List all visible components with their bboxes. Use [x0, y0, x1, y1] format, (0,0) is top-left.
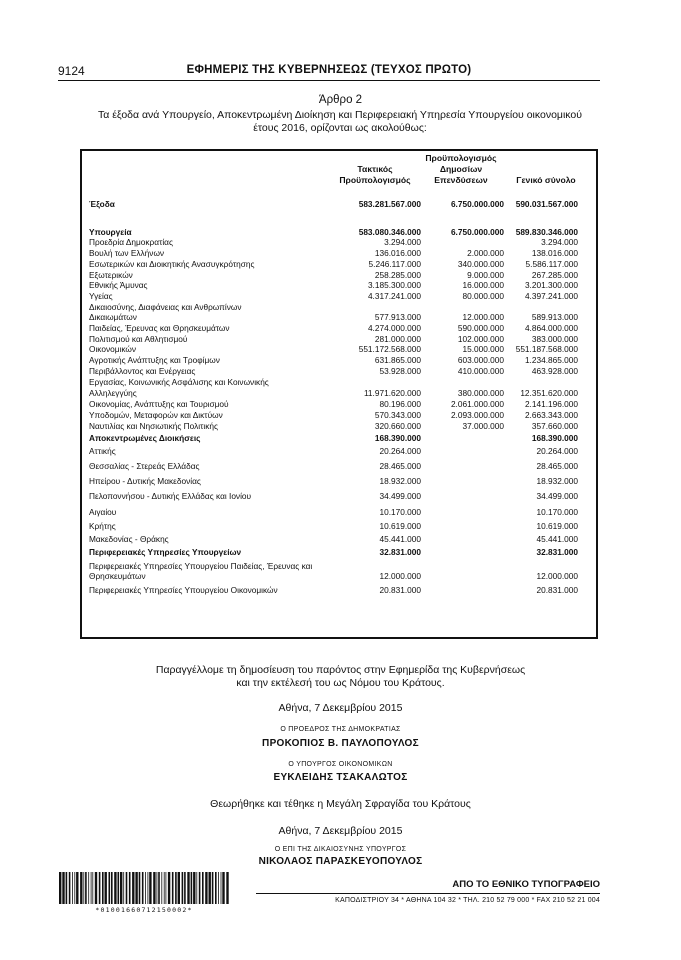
row-label: Εσωτερικών και Διοικητικής Ανασυγκρότησης — [89, 259, 255, 269]
total-cell: 383.000.000 — [531, 334, 578, 344]
barcode-bar — [83, 872, 84, 904]
investment-budget-cell: 603.000.000 — [457, 355, 504, 365]
regular-budget-cell: 4.274.000.000 — [367, 323, 421, 333]
total-cell: 3.294.000 — [541, 237, 578, 247]
barcode-bar — [123, 872, 124, 904]
barcode-bar — [99, 872, 101, 904]
total-cell: 18.932.000 — [536, 476, 578, 486]
barcode-bar — [139, 872, 141, 904]
total-cell: 12.351.620.000 — [520, 388, 578, 398]
row-label: Αποκεντρωμένες Διοικήσεις — [89, 433, 201, 443]
barcode-bar — [102, 872, 104, 904]
row-label: Οικονομίας, Ανάπτυξης και Τουρισμού — [89, 399, 229, 409]
barcode-bar — [88, 872, 89, 904]
barcode-bar — [148, 872, 149, 904]
col-header-line: Προϋπολογισμός — [339, 175, 411, 185]
regular-budget-cell: 583.080.346.000 — [358, 227, 421, 237]
regular-budget-cell: 45.441.000 — [379, 534, 421, 544]
row-label: Κρήτης — [89, 521, 116, 531]
investment-budget-cell: 80.000.000 — [462, 291, 504, 301]
barcode-bar — [109, 872, 111, 904]
investment-budget-cell: 380.000.000 — [457, 388, 504, 398]
regular-budget-cell: 281.000.000 — [374, 334, 421, 344]
row-label: Πολιτισμού και Αθλητισμού — [89, 334, 188, 344]
regular-budget-cell: 18.932.000 — [379, 476, 421, 486]
total-cell: 34.499.000 — [536, 491, 578, 501]
row-label: Περιφερειακές Υπηρεσίες Υπουργείου Οικονομικών — [89, 585, 278, 595]
total-cell: 589.830.346.000 — [515, 227, 578, 237]
col-header-regular-budget — [335, 164, 415, 186]
barcode-bar — [80, 872, 82, 904]
col-header-line: Δημοσίων — [439, 164, 483, 174]
barcode-bar — [175, 872, 177, 904]
row-label: Αγροτικής Ανάπτυξης και Τροφίμων — [89, 355, 220, 365]
investment-budget-cell: 37.000.000 — [462, 421, 504, 431]
minister-name: ΕΥΚΛΕΙΔΗΣ ΤΣΑΚΑΛΩΤΟΣ — [273, 772, 408, 783]
barcode-bar — [161, 872, 162, 904]
regular-budget-cell: 80.196.000 — [379, 399, 421, 409]
minister-title: Ο ΥΠΟΥΡΓΟΣ ΟΙΚΟΝΟΜΙΚΩΝ — [288, 761, 393, 768]
regular-budget-cell: 4.317.241.000 — [367, 291, 421, 301]
barcode-bar — [187, 872, 189, 904]
row-label: Περιφερειακές Υπηρεσίες Υπουργείου Παιδείας, Έρευνας και — [89, 561, 313, 571]
row-label: Ηπείρου - Δυτικής Μακεδονίας — [89, 476, 201, 486]
barcode-graphic — [58, 872, 230, 904]
row-label: Έξοδα — [89, 199, 115, 209]
barcode-bar — [85, 872, 87, 904]
investment-budget-cell: 15.000.000 — [462, 344, 504, 354]
barcode-bar — [193, 872, 195, 904]
total-cell: 267.285.000 — [531, 270, 578, 280]
col-header-public-investment — [420, 153, 502, 186]
barcode-bar — [209, 872, 211, 904]
row-label: Υγείας — [89, 291, 113, 301]
barcode-bar — [126, 872, 128, 904]
closing-line: Παραγγέλλομε τη δημοσίευση του παρόντος στην Εφημερίδα της Κυβερνήσεως — [155, 664, 526, 676]
row-label: Παιδείας, Έρευνας και Θρησκευμάτων — [89, 323, 230, 333]
regular-budget-cell: 570.343.000 — [374, 410, 421, 420]
barcode-bar — [178, 872, 180, 904]
barcode-bar — [132, 872, 134, 904]
barcode-bar — [158, 872, 160, 904]
total-cell: 5.586.117.000 — [525, 259, 578, 269]
total-cell: 551.187.568.000 — [515, 344, 578, 354]
investment-budget-cell: 340.000.000 — [457, 259, 504, 269]
total-cell: 590.031.567.000 — [515, 199, 578, 209]
row-label: Δικαιωμάτων — [89, 312, 137, 322]
barcode-bar — [135, 872, 137, 904]
total-cell: 589.913.000 — [531, 312, 578, 322]
total-cell: 168.390.000 — [531, 433, 578, 443]
barcode-bar — [222, 872, 224, 904]
total-cell: 4.864.000.000 — [524, 323, 578, 333]
col-header-grand-total: Γενικό σύνολο — [516, 175, 576, 185]
barcode-bar — [91, 872, 92, 904]
barcode-bar — [149, 872, 151, 904]
row-label: Εξωτερικών — [89, 270, 133, 280]
regular-budget-cell: 631.865.000 — [374, 355, 421, 365]
total-cell: 1.234.865.000 — [524, 355, 578, 365]
investment-budget-cell: 2.093.000.000 — [450, 410, 504, 420]
row-label: Αιγαίου — [89, 507, 117, 517]
intro-line-1: Τα έξοδα ανά Υπουργείο, Αποκεντρωμένη Διοίκηση και Περιφερειακή Υπηρεσία Υπουργείου οικονομικού — [97, 109, 583, 121]
row-label: Περιβάλλοντος και Ενέργειας — [89, 366, 196, 376]
date-line-2: Αθήνα, 7 Δεκεμβρίου 2015 — [278, 825, 403, 837]
total-cell: 3.201.300.000 — [524, 280, 578, 290]
barcode-bar — [69, 872, 71, 904]
row-label: Οικονομικών — [89, 344, 137, 354]
row-label: Πελοποννήσου - Δυτικής Ελλάδας και Ιονίου — [89, 491, 252, 501]
barcode-bar — [202, 872, 204, 904]
row-label: Θρησκευμάτων — [89, 571, 146, 581]
total-cell: 463.928.000 — [531, 366, 578, 376]
row-label: Αττικής — [89, 446, 116, 456]
col-header-line: Προϋπολογισμός — [425, 153, 497, 163]
regular-budget-cell: 53.928.000 — [379, 366, 421, 376]
total-cell: 20.831.000 — [536, 585, 578, 595]
barcode-bar — [76, 872, 78, 904]
row-label: Θεσσαλίας - Στερεάς Ελλάδας — [89, 461, 200, 471]
barcode-bar — [184, 872, 186, 904]
regular-budget-cell: 551.172.568.000 — [358, 344, 421, 354]
regular-budget-cell: 10.170.000 — [379, 507, 421, 517]
barcode-bar — [142, 872, 144, 904]
closing-statement — [0, 664, 681, 690]
printer-address: ΚΑΠΟΔΙΣΤΡΙΟΥ 34 * ΑΘΗΝΑ 104 32 * ΤΗΛ. 210 52 79 000 * FAX 210 52 21 004 — [335, 897, 600, 904]
regular-budget-cell: 168.390.000 — [374, 433, 421, 443]
row-label: Δικαιοσύνης, Διαφάνειας και Ανθρωπίνων — [89, 302, 242, 312]
barcode-bar — [120, 872, 122, 904]
page-header — [58, 62, 600, 81]
total-cell: 357.660.000 — [531, 421, 578, 431]
date-line-1: Αθήνα, 7 Δεκεμβρίου 2015 — [278, 702, 403, 714]
investment-budget-cell: 102.000.000 — [457, 334, 504, 344]
barcode-bar — [205, 872, 207, 904]
row-label: Προεδρία Δημοκρατίας — [89, 237, 173, 247]
regular-budget-cell: 5.246.117.000 — [368, 259, 421, 269]
total-cell: 10.619.000 — [536, 521, 578, 531]
barcode-bar — [59, 872, 61, 904]
investment-budget-cell: 16.000.000 — [462, 280, 504, 290]
justice-minister-name: ΝΙΚΟΛΑΟΣ ΠΑΡΑΣΚΕΥΟΠΟΥΛΟΣ — [258, 856, 423, 867]
barcode-bar — [199, 872, 201, 904]
row-label: Ναυτιλίας και Νησιωτικής Πολιτικής — [89, 421, 218, 431]
total-cell: 20.264.000 — [536, 446, 578, 456]
total-cell: 2.663.343.000 — [524, 410, 578, 420]
investment-budget-cell: 6.750.000.000 — [450, 199, 504, 209]
article-intro — [70, 109, 610, 135]
barcode-bar — [196, 872, 197, 904]
barcode-number: *01001660712150002* — [95, 906, 193, 914]
barcode-bar — [164, 872, 165, 904]
investment-budget-cell: 12.000.000 — [462, 312, 504, 322]
total-cell: 10.170.000 — [536, 507, 578, 517]
row-label: Αλληλεγγύης — [89, 388, 137, 398]
barcode-bar — [74, 872, 75, 904]
investment-budget-cell: 2.061.000.000 — [450, 399, 504, 409]
regular-budget-cell: 20.831.000 — [379, 585, 421, 595]
regular-budget-cell: 20.264.000 — [379, 446, 421, 456]
closing-line: και την εκτέλεσή του ως Νόμου του Κράτους. — [236, 677, 445, 689]
barcode-bar — [72, 872, 73, 904]
barcode-bar — [226, 872, 228, 904]
justice-minister-title: Ο ΕΠΙ ΤΗΣ ΔΙΚΑΙΟΣΥΝΗΣ ΥΠΟΥΡΓΟΣ — [274, 846, 407, 853]
gazette-title: ΕΦΗΜΕΡΙΣ ΤΗΣ ΚΥΒΕΡΝΗΣΕΩΣ (ΤΕΥΧΟΣ ΠΡΩΤΟ) — [186, 64, 472, 76]
expenses-table — [80, 149, 598, 639]
regular-budget-cell: 12.000.000 — [379, 571, 421, 581]
investment-budget-cell: 410.000.000 — [457, 366, 504, 376]
regular-budget-cell: 11.971.620.000 — [363, 388, 421, 398]
row-label: Μακεδονίας - Θράκης — [89, 534, 169, 544]
barcode-bar — [221, 872, 222, 904]
total-cell: 32.831.000 — [536, 547, 578, 557]
investment-budget-cell: 2.000.000 — [467, 248, 504, 258]
barcode-bar — [129, 872, 131, 904]
total-cell: 28.465.000 — [536, 461, 578, 471]
investment-budget-cell: 9.000.000 — [467, 270, 504, 280]
row-label: Βουλή των Ελλήνων — [89, 248, 165, 258]
barcode-bar — [118, 872, 120, 904]
barcode-bar — [66, 872, 68, 904]
total-cell: 2.141.196.000 — [524, 399, 578, 409]
barcode-bar — [182, 872, 184, 904]
col-header-line: Τακτικός — [357, 164, 393, 174]
regular-budget-cell: 583.281.567.000 — [358, 199, 421, 209]
regular-budget-cell: 3.294.000 — [384, 237, 421, 247]
total-cell: 12.000.000 — [536, 571, 578, 581]
total-cell: 138.016.000 — [531, 248, 578, 258]
barcode-bar — [92, 872, 93, 904]
regular-budget-cell: 3.185.300.000 — [367, 280, 421, 290]
barcode-bar — [105, 872, 107, 904]
regular-budget-cell: 577.913.000 — [374, 312, 421, 322]
barcode-bar — [153, 872, 155, 904]
intro-line-2: έτους 2016, ορίζονται ως ακολούθως: — [253, 122, 427, 134]
page-number: 9124 — [58, 64, 85, 78]
barcode-bar — [172, 872, 174, 904]
col-header-line: Επενδύσεων — [434, 175, 488, 185]
barcode-bar — [157, 872, 158, 904]
row-label: Υπουργεία — [89, 227, 132, 237]
investment-budget-cell: 590.000.000 — [457, 323, 504, 333]
barcode-bar — [114, 872, 116, 904]
total-cell: 45.441.000 — [536, 534, 578, 544]
regular-budget-cell: 28.465.000 — [379, 461, 421, 471]
barcode-bar — [168, 872, 170, 904]
regular-budget-cell: 34.499.000 — [379, 491, 421, 501]
barcode-bar — [111, 872, 113, 904]
article-heading: Άρθρο 2 — [318, 94, 363, 106]
regular-budget-cell: 10.619.000 — [379, 521, 421, 531]
president-name: ΠΡΟΚΟΠΙΟΣ Β. ΠΑΥΛΟΠΟΥΛΟΣ — [262, 738, 419, 749]
row-label: Εργασίας, Κοινωνικής Ασφάλισης και Κοινωνικής — [89, 377, 269, 387]
barcode-bar — [166, 872, 167, 904]
barcode-bar — [145, 872, 146, 904]
barcode-bar — [212, 872, 214, 904]
barcode-bar — [191, 872, 193, 904]
row-label: Υποδομών, Μεταφορών και Δικτύων — [89, 410, 223, 420]
regular-budget-cell: 320.660.000 — [374, 421, 421, 431]
row-label: Περιφερειακές Υπηρεσίες Υπουργείων — [89, 547, 242, 557]
seal-statement: Θεωρήθηκε και τέθηκε η Μεγάλη Σφραγίδα του Κράτους — [210, 798, 471, 810]
president-title: Ο ΠΡΟΕΔΡΟΣ ΤΗΣ ΔΗΜΟΚΡΑΤΙΑΣ — [280, 726, 401, 733]
barcode-bar — [215, 872, 217, 904]
barcode-bar — [62, 872, 64, 904]
total-cell: 4.397.241.000 — [524, 291, 578, 301]
regular-budget-cell: 32.831.000 — [379, 547, 421, 557]
row-label: Εθνικής Άμυνας — [89, 280, 148, 290]
barcode-bar — [95, 872, 97, 904]
regular-budget-cell: 258.285.000 — [374, 270, 421, 280]
regular-budget-cell: 136.016.000 — [374, 248, 421, 258]
printer-name: ΑΠΟ ΤΟ ΕΘΝΙΚΟ ΤΥΠΟΓΡΑΦΕΙΟ — [256, 879, 600, 894]
investment-budget-cell: 6.750.000.000 — [450, 227, 504, 237]
barcode-bar — [218, 872, 219, 904]
